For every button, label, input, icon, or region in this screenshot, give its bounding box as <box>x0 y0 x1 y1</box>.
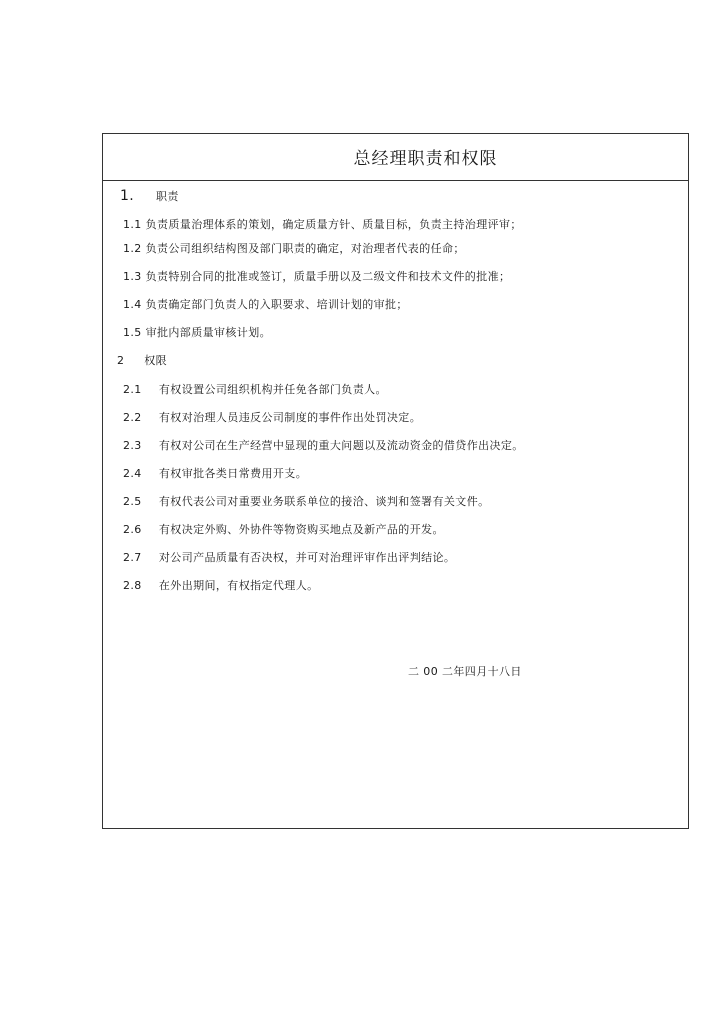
section-title: 职责 <box>155 190 179 203</box>
item-text: 有权代表公司对重要业务联系单位的接洽、谈判和签署有关文件。 <box>158 495 490 508</box>
section-number: 2 <box>117 354 125 367</box>
list-item <box>123 465 307 481</box>
item-text: 负责公司组织结构图及部门职责的确定，对治理者代表的任命； <box>145 242 465 255</box>
item-text: 审批内部质量审核计划。 <box>145 326 272 339</box>
item-text: 对公司产品质量有否决权，并可对治理评审作出评判结论。 <box>158 551 456 564</box>
item-text: 负责质量治理体系的策划，确定质量方针、质量目标，负责主持治理评审； <box>145 218 522 231</box>
item-number: 2.5 <box>123 495 142 508</box>
item-text: 有权对治理人员违反公司制度的事件作出处罚决定。 <box>158 411 422 424</box>
document-frame <box>102 133 689 829</box>
list-item <box>123 268 510 284</box>
item-number: 1.3 <box>123 270 142 283</box>
item-text: 有权审批各类日常费用开支。 <box>158 467 308 480</box>
document-title: 总经理职责和权限 <box>353 149 498 169</box>
item-number: 2.2 <box>123 411 142 424</box>
item-text: 负责确定部门负责人的入职要求、培训计划的审批； <box>145 298 408 311</box>
list-item <box>123 437 524 453</box>
item-number: 2.7 <box>123 551 142 564</box>
item-number: 1.2 <box>123 242 142 255</box>
section-title: 权限 <box>144 354 168 367</box>
item-text: 有权设置公司组织机构并任免各部门负责人。 <box>158 383 387 396</box>
list-item <box>123 296 408 312</box>
item-number: 2.4 <box>123 467 142 480</box>
document-date: 二 00 二年四月十八日 <box>408 665 522 678</box>
list-item <box>123 577 319 593</box>
section-1-heading <box>120 188 179 204</box>
list-item <box>123 409 421 425</box>
section-2-heading <box>117 352 167 368</box>
item-text: 有权对公司在生产经营中显现的重大问题以及流动资金的借贷作出决定。 <box>158 439 524 452</box>
list-item <box>123 381 387 397</box>
list-item <box>123 549 455 565</box>
item-text: 负责特别合同的批准或签订，质量手册以及二级文件和技术文件的批准； <box>145 270 511 283</box>
item-number: 2.6 <box>123 523 142 536</box>
item-number: 2.3 <box>123 439 142 452</box>
item-number: 2.8 <box>123 579 142 592</box>
item-number: 1.4 <box>123 298 142 311</box>
title-row <box>103 134 688 181</box>
item-text: 在外出期间，有权指定代理人。 <box>158 579 319 592</box>
item-number: 1.5 <box>123 326 142 339</box>
list-item <box>123 240 465 256</box>
list-item <box>123 493 490 509</box>
section-number: 1. <box>120 188 135 204</box>
item-text: 有权决定外购、外协件等物资购买地点及新产品的开发。 <box>158 523 444 536</box>
list-item <box>123 216 522 232</box>
item-number: 2.1 <box>123 383 142 396</box>
item-number: 1.1 <box>123 218 142 231</box>
list-item <box>123 324 271 340</box>
list-item <box>123 521 444 537</box>
